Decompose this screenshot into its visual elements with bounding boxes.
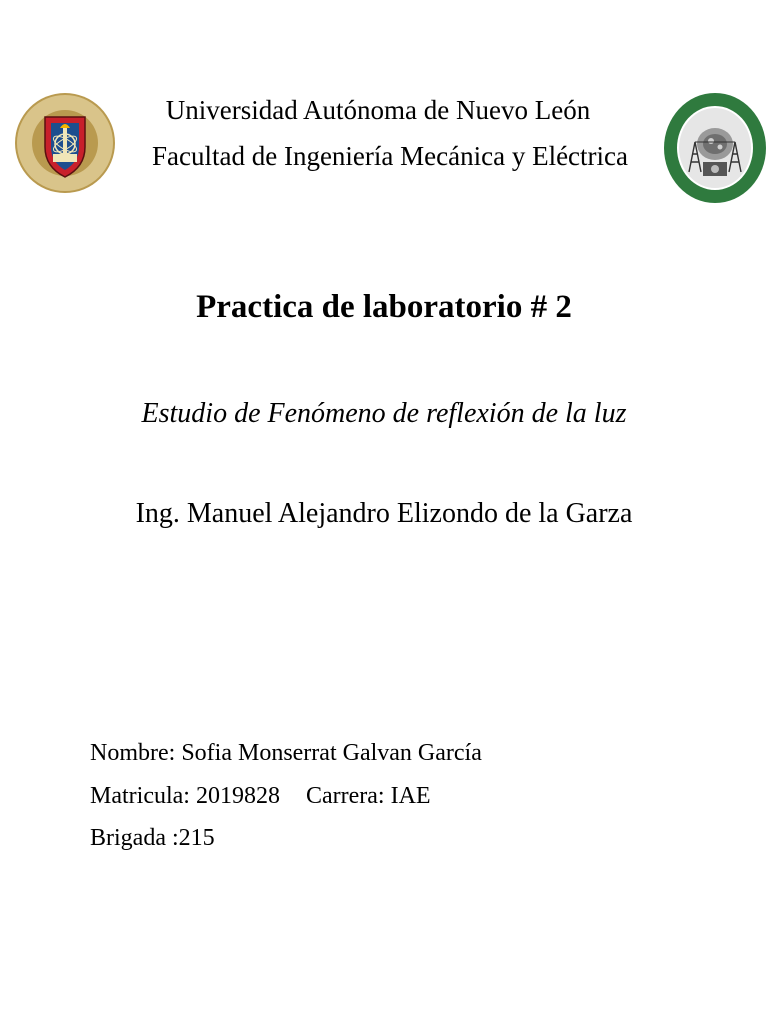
- student-carrera: Carrera: IAE: [305, 783, 431, 809]
- student-name: Nombre: Sofia Monserrat Galvan García: [90, 740, 482, 766]
- teacher-name: Ing. Manuel Alejandro Elizondo de la Garza: [135, 498, 633, 529]
- faculty-name: Facultad de Ingeniería Mecánica y Eléctrica: [152, 141, 628, 171]
- university-name: Universidad Autónoma de Nuevo León: [165, 95, 591, 125]
- student-matricula: Matricula: 2019828: [90, 783, 280, 809]
- document-subtitle: Estudio de Fenómeno de reflexión de la luz: [141, 398, 627, 429]
- document-title: Practica de laboratorio # 2: [196, 289, 572, 325]
- student-matricula-row: [90, 781, 431, 811]
- student-brigada: Brigada :215: [90, 825, 215, 851]
